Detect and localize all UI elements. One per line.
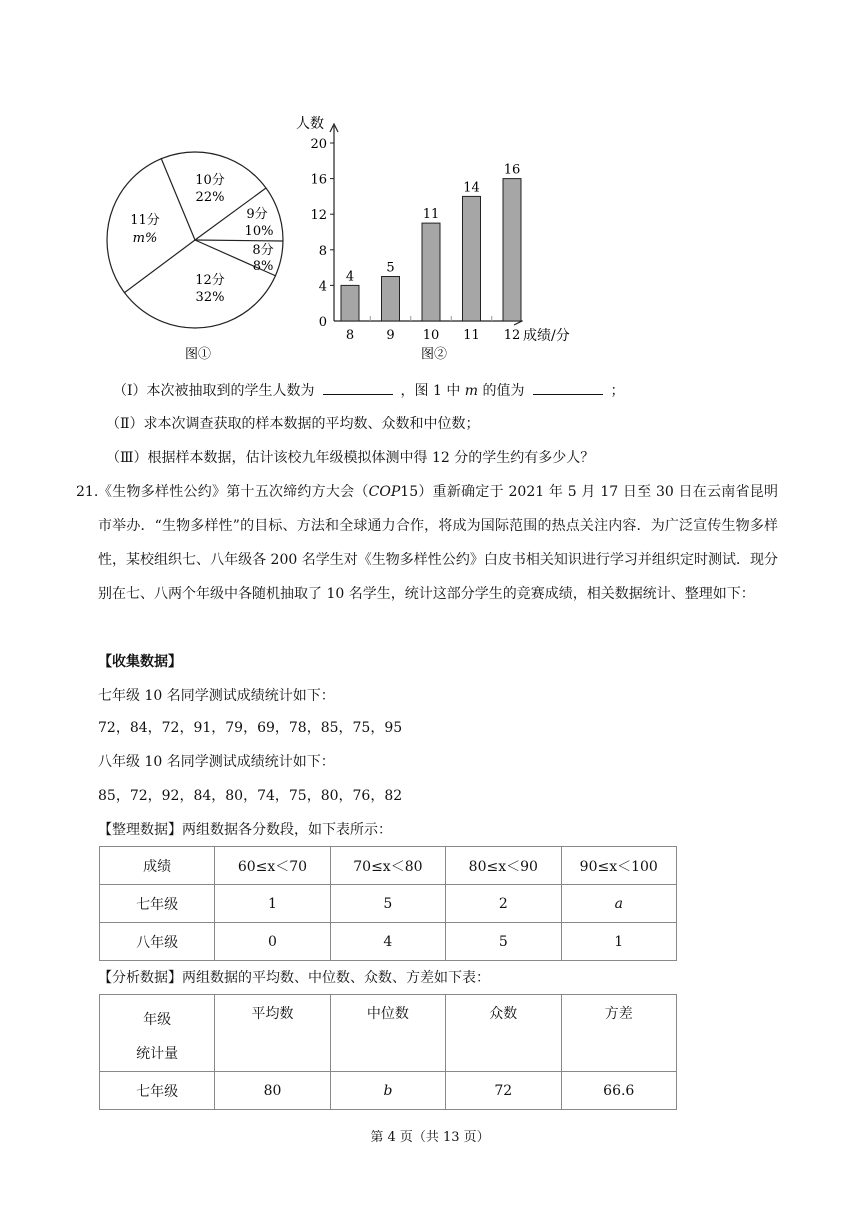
page-footer: 第 4 页（共 13 页）: [370, 1130, 490, 1145]
table-cell: 66.6: [561, 1072, 677, 1110]
table-header-cell: 60≤x＜70: [215, 847, 330, 885]
table-header-cell: 70≤x＜80: [330, 847, 445, 885]
table-header-cell: 平均数: [215, 995, 330, 1072]
pie-slice-value: 8%: [252, 259, 274, 274]
bar: [503, 179, 521, 321]
table-cell: 1: [215, 885, 330, 923]
bar-value-label: 11: [422, 207, 440, 223]
table-cell: 4: [330, 923, 445, 961]
question-3: （Ⅲ）根据样本数据，估计该校九年级模拟体测中得 12 分的学生约有多少人？: [106, 450, 595, 466]
bar: [463, 196, 481, 321]
bar: [382, 277, 400, 322]
grade7-scores: 72，84，72，91，79，69，78，85，75，95: [98, 720, 403, 736]
pie-slice-label: 10分: [195, 173, 225, 188]
pie-chart: [100, 150, 300, 365]
bar-value-label: 5: [386, 260, 395, 276]
table-header-cell: 90≤x＜100: [561, 847, 676, 885]
x-tick-label: 8: [345, 328, 355, 343]
table-cell: b: [330, 1072, 445, 1110]
table-row: [100, 1072, 677, 1110]
table-cell: a: [561, 885, 676, 923]
bar-value-label: 4: [345, 269, 355, 285]
pie-slice-value: 22%: [195, 190, 225, 205]
y-tick-label: 0: [318, 315, 327, 330]
bar-chart: [288, 108, 608, 370]
grade8-scores: 85，72，92，84，80，74，75，80，76，82: [98, 788, 403, 804]
bar: [422, 223, 440, 321]
pie-slice-label: 12分: [195, 273, 225, 288]
y-axis-label: 人数: [296, 116, 324, 132]
table-header-cell: 成绩: [100, 847, 215, 885]
table-header-cell: 年级 统计量: [100, 995, 215, 1072]
problem-number: 21.: [76, 484, 99, 500]
pie-slice-label: 8分: [252, 243, 274, 258]
bar-value-label: 16: [503, 162, 521, 178]
table-cell: 80: [215, 1072, 330, 1110]
table-header-cell: 众数: [446, 995, 561, 1072]
x-tick-label: 11: [463, 328, 480, 343]
table-cell: 0: [215, 923, 330, 961]
y-tick-label: 4: [318, 279, 327, 295]
analyze-title: 【分析数据】两组数据的平均数、中位数、众数、方差如下表：: [98, 970, 490, 986]
score-range-table: [99, 846, 677, 961]
statistics-table: [99, 994, 677, 1110]
table-cell: 八年级: [100, 923, 215, 961]
answer-blank[interactable]: [533, 380, 603, 395]
table-header-cell: 方差: [561, 995, 677, 1072]
table-header-cell: 中位数: [330, 995, 445, 1072]
x-tick-label: 12: [503, 328, 521, 343]
table-cell: 5: [446, 923, 561, 961]
answer-blank[interactable]: [323, 380, 393, 395]
table-cell: 七年级: [100, 885, 215, 923]
bar: [341, 285, 359, 321]
pie-slice-value: 32%: [195, 290, 225, 305]
chart-caption: 图②: [420, 347, 448, 362]
x-tick-label: 10: [422, 328, 440, 343]
organize-title: 【整理数据】两组数据各分数段，如下表所示：: [98, 822, 392, 838]
pie-slice-label: 9分: [246, 207, 268, 222]
grade8-intro: 八年级 10 名同学测试成绩统计如下：: [98, 754, 335, 770]
pie-slice-value: 10%: [244, 224, 274, 239]
pie-slice-value: m%: [132, 231, 158, 246]
y-tick-label: 8: [318, 243, 327, 259]
y-tick-label: 20: [310, 137, 327, 152]
table-cell: 72: [446, 1072, 561, 1110]
collect-title: 【收集数据】: [98, 654, 182, 670]
table-cell: 5: [330, 885, 445, 923]
table-row: [100, 923, 677, 961]
table-cell: 2: [446, 885, 561, 923]
table-cell: 1: [561, 923, 676, 961]
y-tick-label: 16: [310, 172, 327, 188]
table-cell: 七年级: [100, 1072, 215, 1110]
x-axis-label: 成绩/分: [523, 328, 570, 344]
bar-value-label: 14: [463, 180, 480, 196]
y-tick-label: 12: [310, 208, 327, 224]
x-tick-label: 9: [386, 328, 395, 343]
grade7-intro: 七年级 10 名同学测试成绩统计如下：: [98, 688, 335, 704]
pie-slice-label: 11分: [130, 213, 160, 228]
pie-caption: 图①: [184, 347, 212, 362]
table-header-cell: 80≤x＜90: [446, 847, 561, 885]
problem-text: 《生物多样性公约》第十五次缔约方大会（COP15）重新确定于 2021 年 5 月 17 日至 30 日在云南省昆明市举办．“生物多样性”的目标、方法和全球通力合作，将成为国际范围的热点关注内容．为广泛宣传生物多样性，某校组织七、八年级各 200 名学生对《生物多样性公约》白皮书相关知识进行学习并组织定时测试．现分别在七、八两个年级中各随机抽取了 10 名学生，统计这部分学生的竞赛成绩，相关数据统计、整理如下：: [98, 484, 778, 602]
question-1: （Ⅰ）本次被抽取到的学生人数为 ，图 1 中 m 的值为 ；: [113, 380, 625, 401]
table-row: [100, 885, 677, 923]
question-2: （Ⅱ）求本次调查获取的样本数据的平均数、众数和中位数；: [106, 416, 480, 432]
